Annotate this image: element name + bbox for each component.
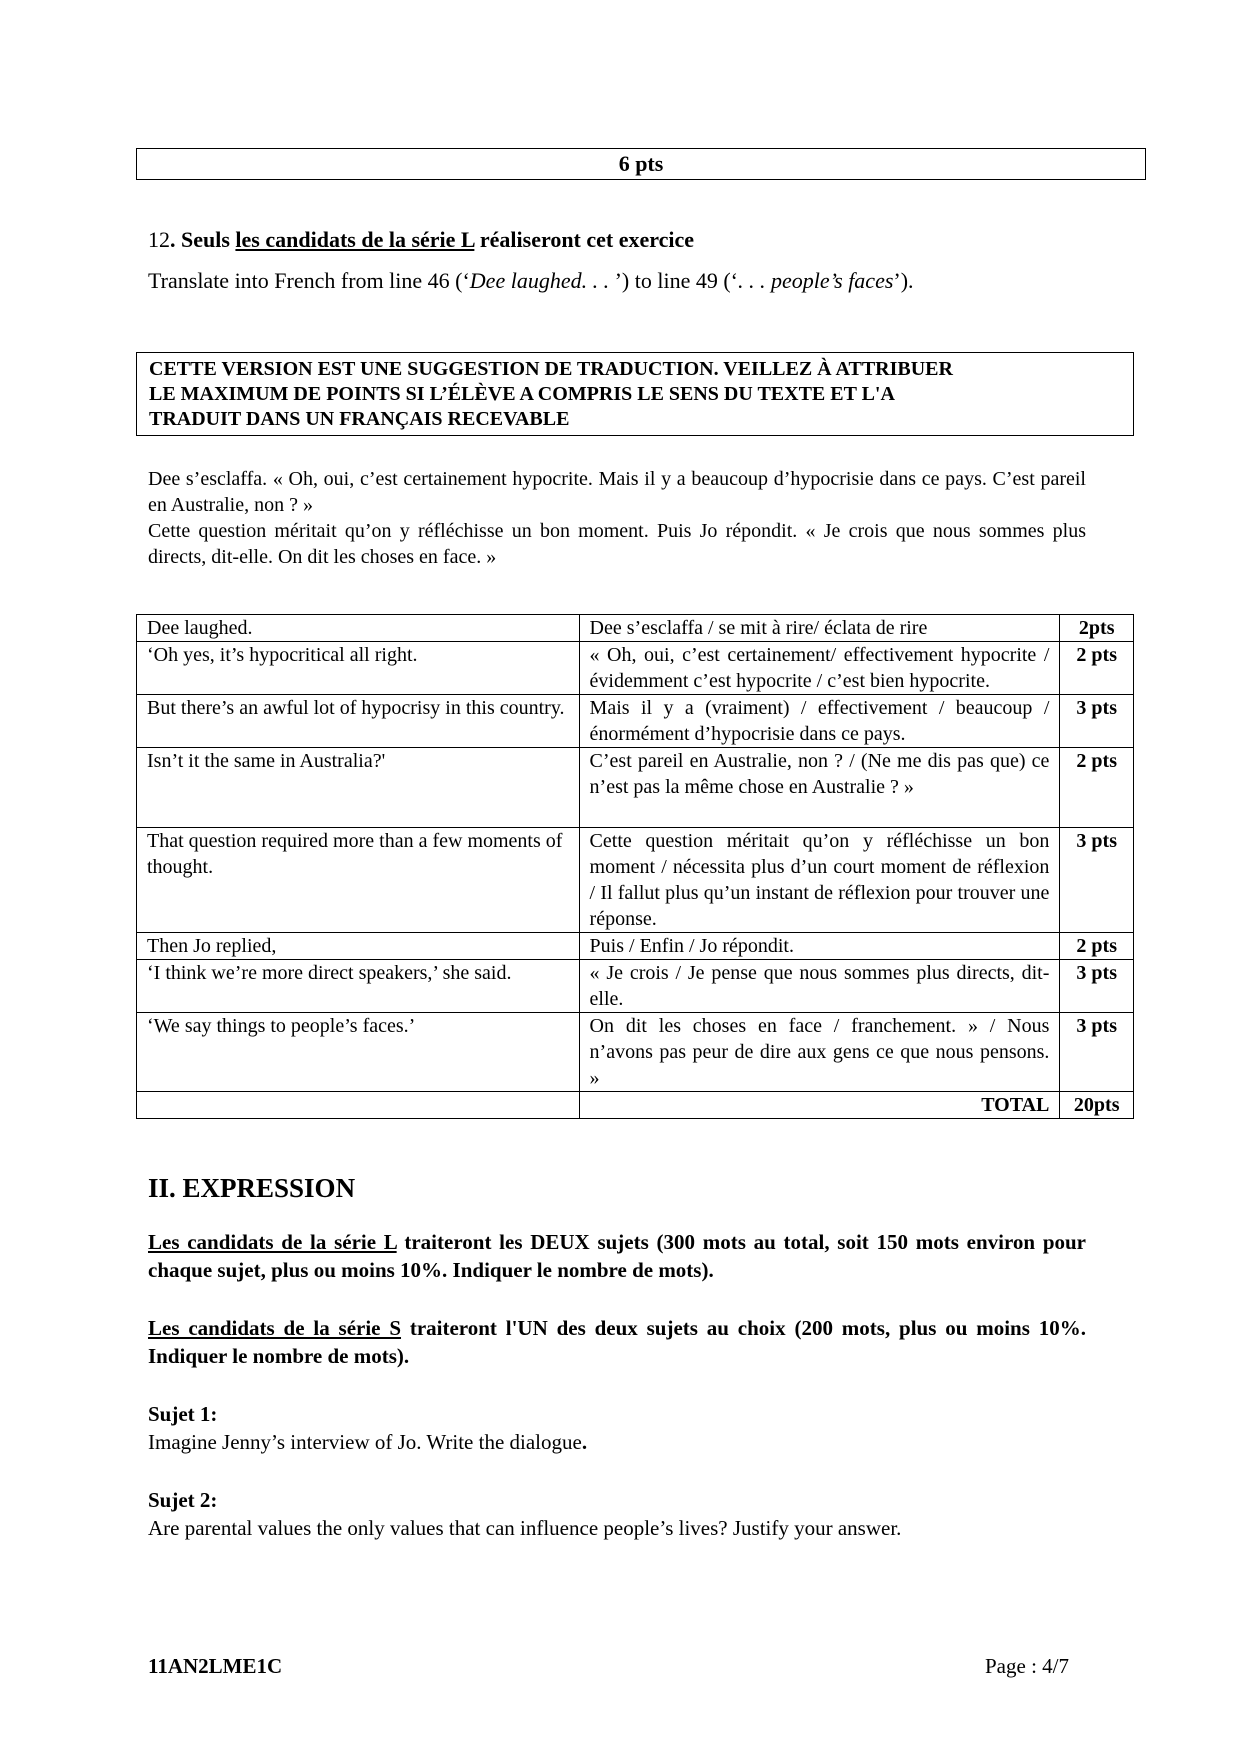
english-cell: Isn’t it the same in Australia?' bbox=[137, 748, 580, 828]
english-cell: Then Jo replied, bbox=[137, 933, 580, 960]
table-row bbox=[137, 933, 1134, 960]
table-row bbox=[137, 695, 1134, 748]
french-cell: C’est pareil en Australie, non ? / (Ne me dis pas que) ce n’est pas la même chose en Australie ? » bbox=[579, 748, 1060, 828]
instruction-c: ’). bbox=[893, 268, 914, 293]
points-header: 6 pts bbox=[618, 151, 664, 176]
sujet-1-text bbox=[148, 1428, 587, 1456]
note-line-3: TRADUIT DANS UN FRANÇAIS RECEVABLE bbox=[149, 408, 570, 430]
section-title: II. EXPRESSION bbox=[148, 1173, 356, 1203]
instruction-a: Translate into French from line 46 (‘ bbox=[148, 268, 470, 293]
note-line-2: LE MAXIMUM DE POINTS SI L’ÉLÈVE A COMPRIS LE SENS DU TEXTE ET L'A bbox=[149, 383, 895, 405]
instruction-quote-start: Dee laughed. . . bbox=[469, 268, 615, 293]
english-cell: That question required more than a few moments of thought. bbox=[137, 828, 580, 933]
exercise-number: 12 bbox=[148, 227, 170, 252]
table-row bbox=[137, 642, 1134, 695]
empty-cell bbox=[137, 1092, 580, 1119]
table-row bbox=[137, 828, 1134, 933]
exercise-sep: . bbox=[170, 227, 181, 252]
table-row bbox=[137, 615, 1134, 642]
english-cell: ‘I think we’re more direct speakers,’ she said. bbox=[137, 960, 580, 1013]
french-cell: On dit les choses en face / franchement. » / Nous n’avons pas peur de dire aux gens ce que nous pensons. » bbox=[579, 1013, 1060, 1092]
grading-note-box bbox=[136, 352, 1134, 436]
instruction bbox=[148, 266, 914, 296]
exercise-heading bbox=[148, 226, 694, 254]
table-row bbox=[137, 960, 1134, 1013]
french-cell: « Oh, oui, c’est certainement/ effectivement hypocrite / évidemment c’est hypocrite / c’est bien hypocrite. bbox=[579, 642, 1060, 695]
points-cell: 2 pts bbox=[1060, 748, 1134, 828]
english-cell: But there’s an awful lot of hypocrisy in this country. bbox=[137, 695, 580, 748]
sujet-1-label: Sujet 1: bbox=[148, 1402, 218, 1426]
serie-s-underlined: Les candidats de la série S bbox=[148, 1316, 402, 1340]
points-cell: 3 pts bbox=[1060, 695, 1134, 748]
document-code: 11AN2LME1C bbox=[148, 1654, 283, 1678]
sujet-2-label: Sujet 2: bbox=[148, 1488, 218, 1512]
exercise-title-a: Seuls bbox=[181, 227, 236, 252]
instructions-serie-l bbox=[148, 1228, 1086, 1284]
points-cell: 2 pts bbox=[1060, 642, 1134, 695]
english-cell: ‘Oh yes, it’s hypocritical all right. bbox=[137, 642, 580, 695]
sujet-2-text: Are parental values the only values that can influence people’s lives? Justify your answer. bbox=[148, 1516, 902, 1540]
instructions-serie-s bbox=[148, 1314, 1086, 1370]
instruction-quote-end: . . . people’s faces bbox=[738, 268, 894, 293]
sujet-1-end: . bbox=[581, 1430, 588, 1454]
table-row bbox=[137, 1013, 1134, 1092]
french-cell: Puis / Enfin / Jo répondit. bbox=[579, 933, 1060, 960]
total-label: TOTAL bbox=[579, 1092, 1060, 1119]
french-cell: Dee s’esclaffa / se mit à rire/ éclata de rire bbox=[579, 615, 1060, 642]
french-cell: « Je crois / Je pense que nous sommes plus directs, dit-elle. bbox=[579, 960, 1060, 1013]
points-header-box bbox=[136, 148, 1146, 180]
exercise-title-underlined: les candidats de la série L bbox=[235, 227, 475, 252]
french-cell: Cette question méritait qu’on y réfléchisse un bon moment / nécessita plus d’un court moment de réflexion / Il fallut plus qu’un instant de réflexion pour trouver une réponse. bbox=[579, 828, 1060, 933]
serie-l-underlined: Les candidats de la série L bbox=[148, 1230, 397, 1254]
table-total-row bbox=[137, 1092, 1134, 1119]
suggested-translation bbox=[148, 466, 1086, 570]
serie-l-rest: traiteront les DEUX sujets (300 mots au total, soit 150 mots environ pour chaque sujet, plus ou moins 10%. Indiquer le nombre de mots). bbox=[148, 1230, 1086, 1282]
points-cell: 2pts bbox=[1060, 615, 1134, 642]
sujet-1-body: Imagine Jenny’s interview of Jo. Write the dialogue bbox=[148, 1430, 582, 1454]
exercise-title-b: réaliseront cet exercice bbox=[474, 227, 695, 252]
table-row bbox=[137, 748, 1134, 828]
page-number: Page : 4/7 bbox=[985, 1654, 1069, 1678]
instruction-b: ’) to line 49 (‘ bbox=[614, 268, 738, 293]
points-cell: 3 pts bbox=[1060, 960, 1134, 1013]
translation-paragraph-2: Cette question méritait qu’on y réfléchisse un bon moment. Puis Jo répondit. « Je crois que nous sommes plus directs, dit-elle. On dit les choses en face. » bbox=[148, 520, 1086, 568]
french-cell: Mais il y a (vraiment) / effectivement / beaucoup / énormément d’hypocrisie dans ce pays. bbox=[579, 695, 1060, 748]
note-line-1: CETTE VERSION EST UNE SUGGESTION DE TRADUCTION. VEILLEZ À ATTRIBUER bbox=[149, 358, 953, 380]
english-cell: ‘We say things to people’s faces.’ bbox=[137, 1013, 580, 1092]
translation-paragraph-1: Dee s’esclaffa. « Oh, oui, c’est certainement hypocrite. Mais il y a beaucoup d’hypocrisie dans ce pays. C’est pareil en Australie, non ? » bbox=[148, 468, 1086, 516]
points-cell: 3 pts bbox=[1060, 1013, 1134, 1092]
points-cell: 2 pts bbox=[1060, 933, 1134, 960]
points-cell: 3 pts bbox=[1060, 828, 1134, 933]
serie-s-rest: traiteront l'UN des deux sujets au choix (200 mots, plus ou moins 10%. Indiquer le nombre de mots). bbox=[148, 1316, 1086, 1368]
total-value: 20pts bbox=[1060, 1092, 1134, 1119]
english-cell: Dee laughed. bbox=[137, 615, 580, 642]
grading-table bbox=[136, 614, 1134, 1119]
